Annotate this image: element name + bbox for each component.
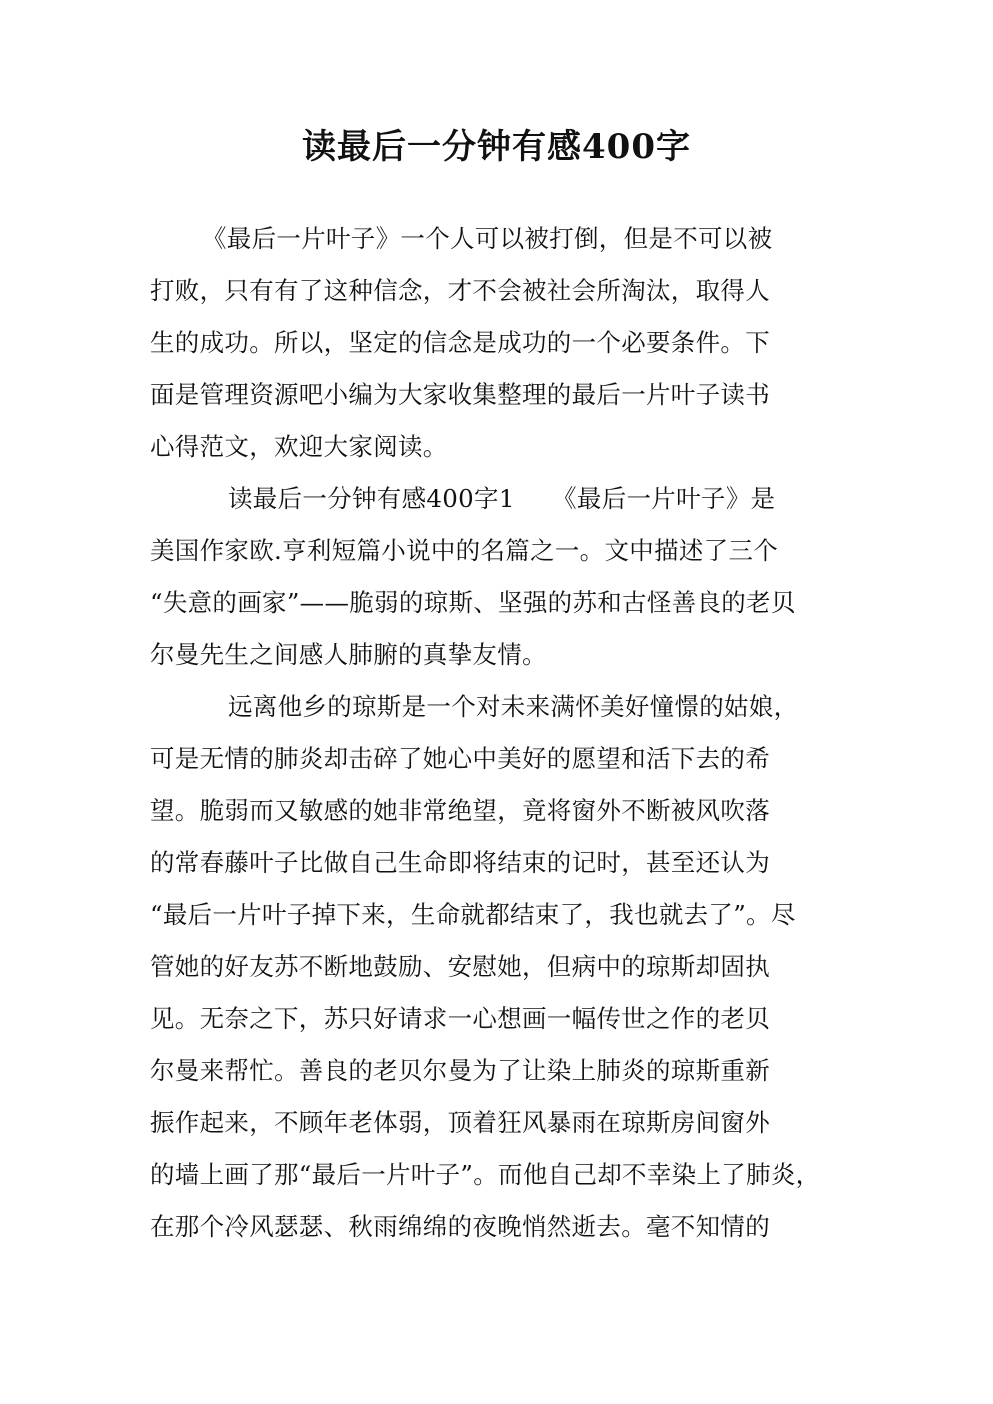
paragraph-line: 尔曼来帮忙。善良的老贝尔曼为了让染上肺炎的琼斯重新 xyxy=(150,1056,770,1085)
paragraph-line: 尔曼先生之间感人肺腑的真挚友情。 xyxy=(150,640,547,669)
paragraph-line: 的墙上画了那“最后一片叶子”。而他自己却不幸染上了肺炎， xyxy=(150,1160,821,1189)
paragraph-line: 《最后一片叶子》一个人可以被打倒，但是不可以被 xyxy=(202,224,773,253)
paragraph-line: 在那个冷风瑟瑟、秋雨绵绵的夜晚悄然逝去。毫不知情的 xyxy=(150,1212,770,1241)
paragraph-line: 心得范文，欢迎大家阅读。 xyxy=(150,432,448,461)
paragraph-line: 见。无奈之下，苏只好请求一心想画一幅传世之作的老贝 xyxy=(150,1004,770,1033)
paragraph-line: “失意的画家”——脆弱的琼斯、坚强的苏和古怪善良的老贝 xyxy=(150,588,796,617)
paragraph-line: 远离他乡的琼斯是一个对未来满怀美好憧憬的姑娘， xyxy=(228,692,799,721)
paragraph-line: 可是无情的肺炎却击碎了她心中美好的愿望和活下去的希 xyxy=(150,744,770,773)
paragraph-line: 面是管理资源吧小编为大家收集整理的最后一片叶子读书 xyxy=(150,380,770,409)
paragraph-line: 望。脆弱而又敏感的她非常绝望，竟将窗外不断被风吹落 xyxy=(150,796,770,825)
paragraph-line: 的常春藤叶子比做自己生命即将结束的记时，甚至还认为 xyxy=(150,848,770,877)
paragraph-line: 美国作家欧.亨利短篇小说中的名篇之一。文中描述了三个 xyxy=(150,536,779,565)
paragraph-line: “最后一片叶子掉下来，生命就都结束了，我也就去了”。尽 xyxy=(150,900,796,929)
paragraph-line: 生的成功。所以，坚定的信念是成功的一个必要条件。下 xyxy=(150,328,770,357)
paragraph-line: 读最后一分钟有感400字1 《最后一片叶子》是 xyxy=(228,484,776,513)
paragraph-line: 打败，只有有了这种信念，才不会被社会所淘汰，取得人 xyxy=(150,276,770,305)
document-title: 读最后一分钟有感400字 xyxy=(302,127,691,167)
paragraph-line: 管她的好友苏不断地鼓励、安慰她，但病中的琼斯却固执 xyxy=(150,952,770,981)
paragraph-line: 振作起来，不顾年老体弱，顶着狂风暴雨在琼斯房间窗外 xyxy=(150,1108,770,1137)
